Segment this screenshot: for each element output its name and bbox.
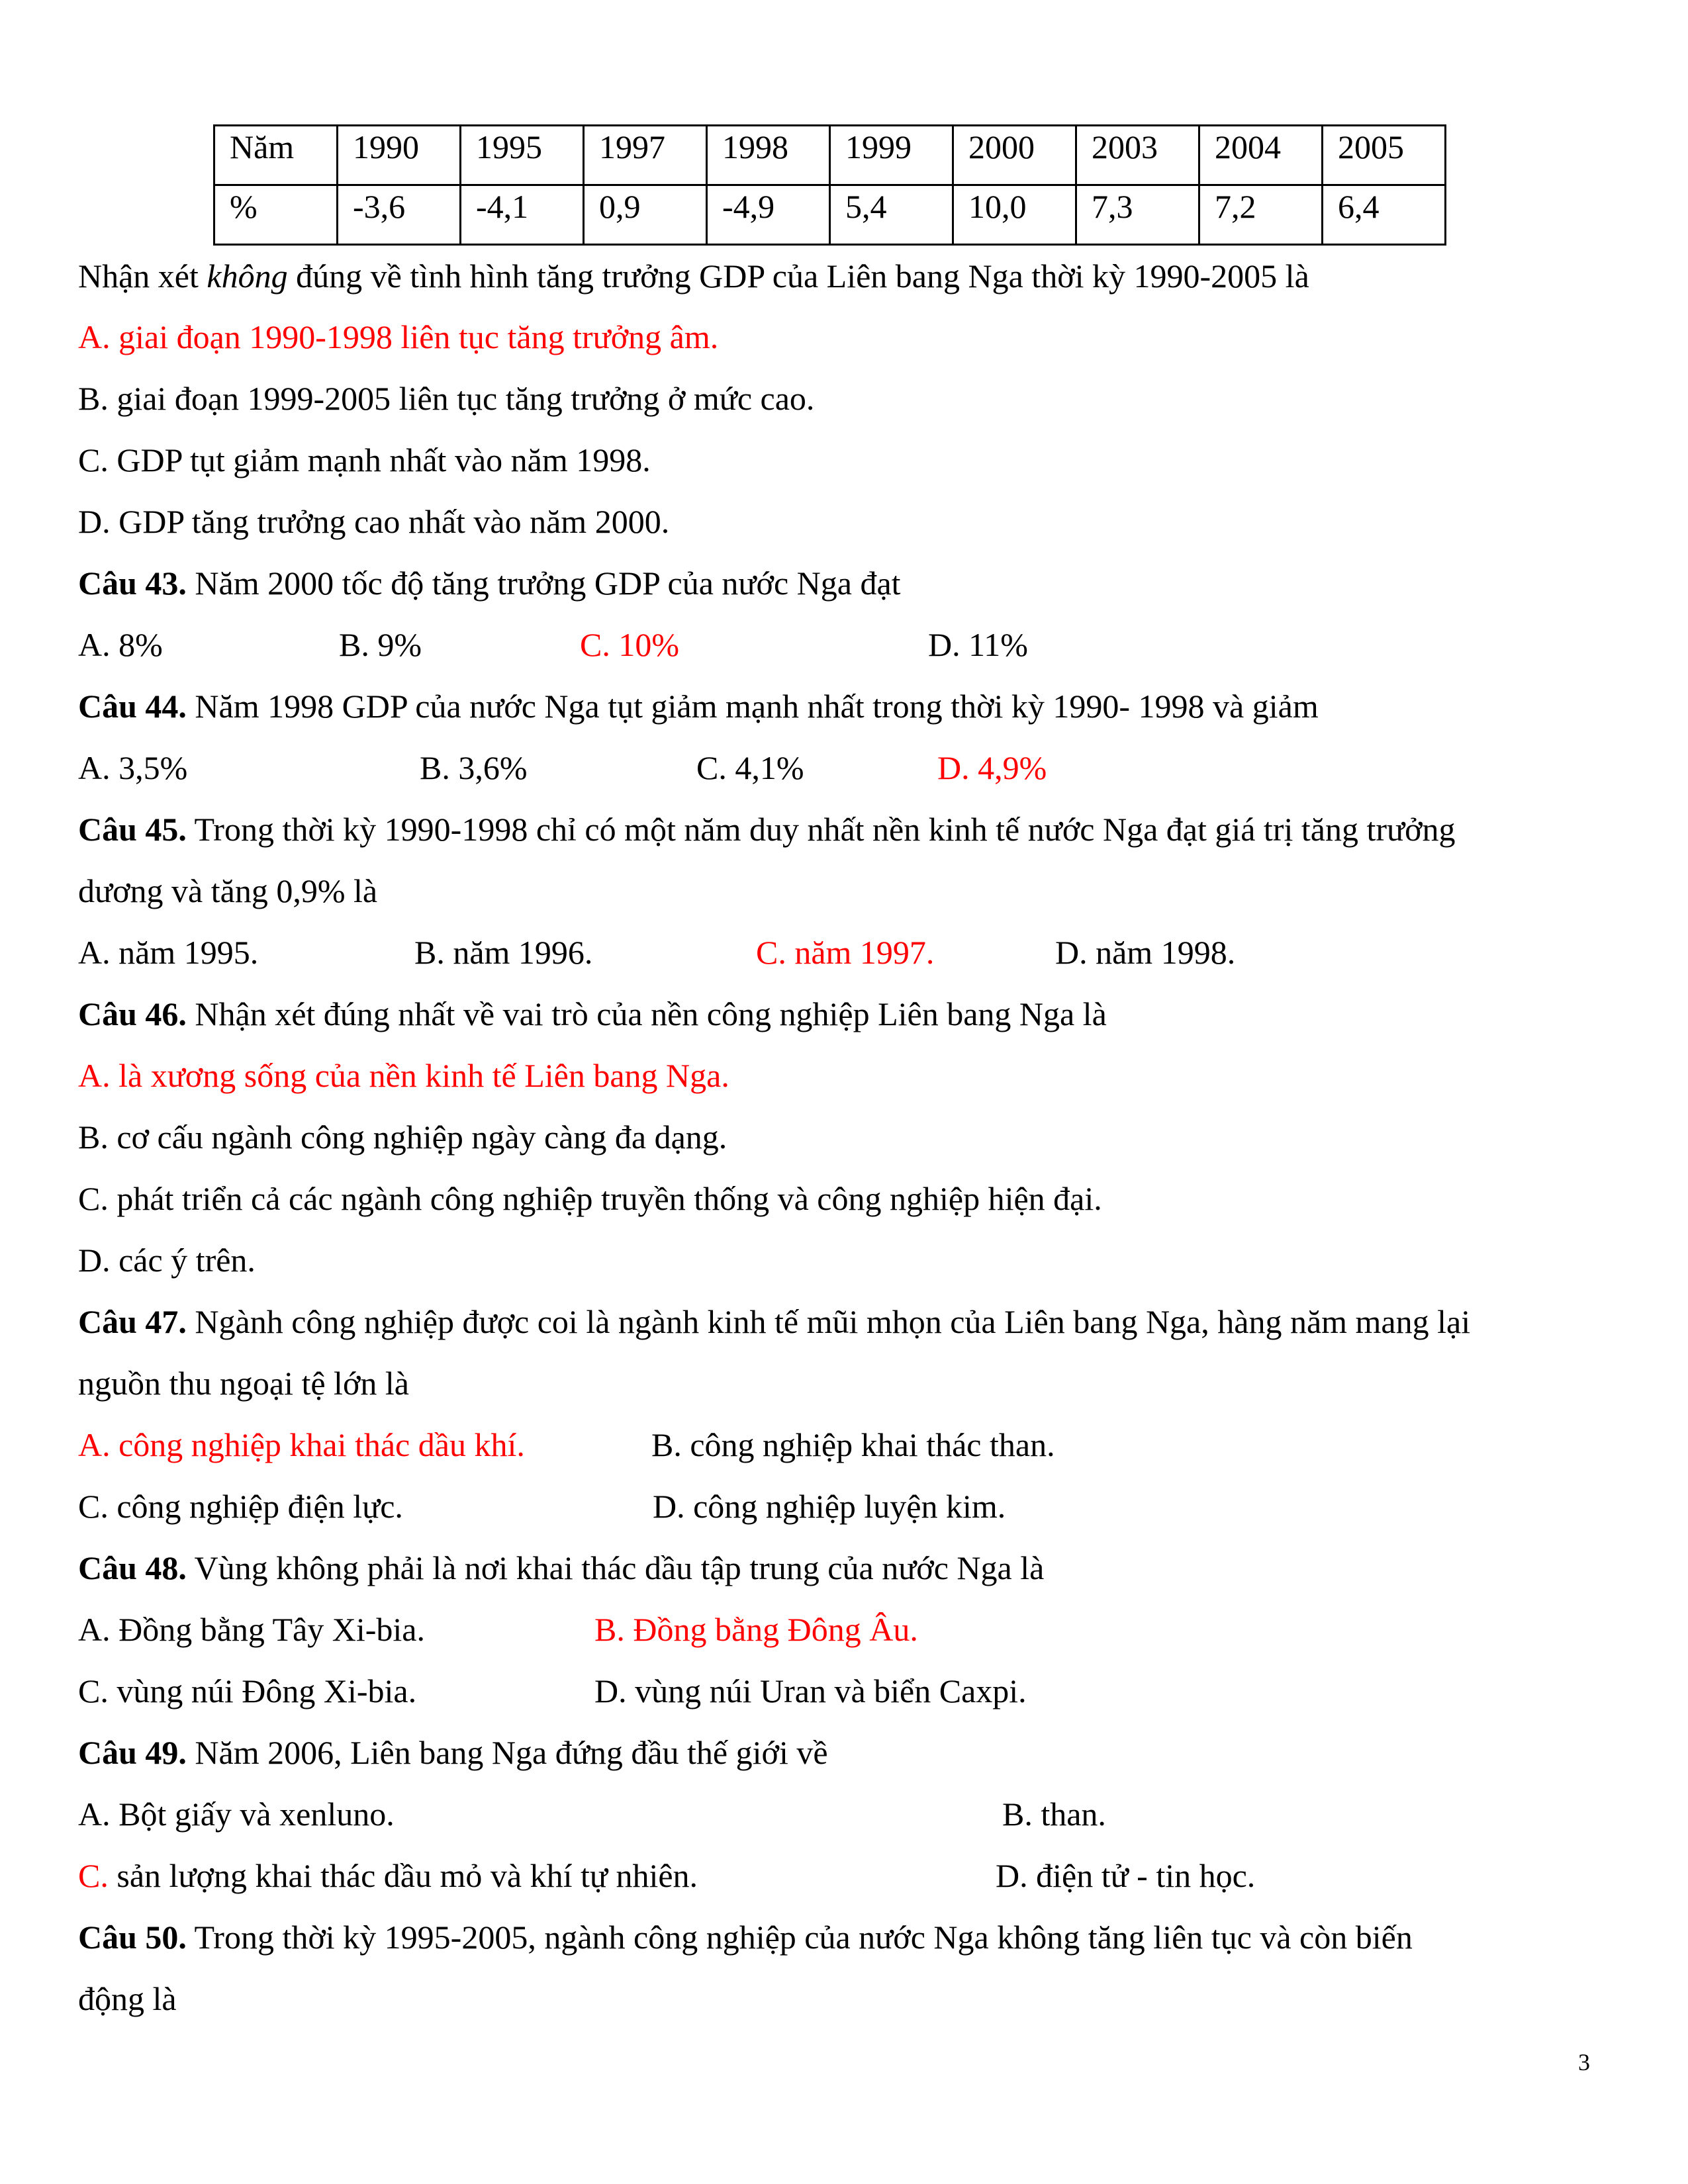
question-label: Câu 48. xyxy=(78,1549,187,1586)
stem-text: Nhận xét xyxy=(78,257,207,295)
question-44-option-c: C. 4,1% xyxy=(696,749,804,786)
question-45-option-c: C. năm 1997. xyxy=(756,934,935,971)
table-cell: -4,9 xyxy=(707,185,830,245)
question-45-stem-continued: dương và tăng 0,9% là xyxy=(78,872,378,909)
question-43-option-b: B. 9% xyxy=(339,626,422,663)
question-49-stem xyxy=(78,1733,828,1772)
stem-emphasis: không xyxy=(207,257,288,295)
question-49-option-d: D. điện tử - tin học. xyxy=(996,1857,1256,1894)
question-label: Câu 49. xyxy=(78,1734,187,1771)
question-45-stem xyxy=(78,809,1456,849)
table-cell: % xyxy=(214,185,338,245)
question-47-option-d: D. công nghiệp luyện kim. xyxy=(653,1488,1006,1525)
table-row xyxy=(214,185,1446,245)
table-cell: 2004 xyxy=(1199,126,1323,185)
question-42-option-a: A. giai đoạn 1990-1998 liên tục tăng trưởng âm. xyxy=(78,318,719,355)
gdp-growth-table xyxy=(213,124,1446,246)
question-48-option-c: C. vùng núi Đông Xi-bia. xyxy=(78,1672,417,1709)
question-45-option-d: D. năm 1998. xyxy=(1055,934,1236,971)
question-48-option-b: B. Đồng bằng Đông Âu. xyxy=(594,1611,918,1648)
table-cell: 7,2 xyxy=(1199,185,1323,245)
question-45-option-b: B. năm 1996. xyxy=(414,934,593,971)
question-42-option-d: D. GDP tăng trưởng cao nhất vào năm 2000. xyxy=(78,503,670,540)
question-label: Câu 50. xyxy=(78,1919,187,1956)
question-42-stem xyxy=(78,256,1309,296)
question-47-stem xyxy=(78,1302,1470,1342)
question-42-option-c: C. GDP tụt giảm mạnh nhất vào năm 1998. xyxy=(78,441,651,478)
question-48-option-a: A. Đồng bằng Tây Xi-bia. xyxy=(78,1611,425,1648)
stem-text: đúng về tình hình tăng trưởng GDP của Liên bang Nga thời kỳ 1990-2005 là xyxy=(287,257,1309,295)
question-46-stem xyxy=(78,994,1107,1034)
option-letter: C. xyxy=(78,1857,109,1894)
question-44-option-b: B. 3,6% xyxy=(420,749,528,786)
stem-text: Trong thời kỳ 1995-2005, ngành công nghiệp của nước Nga không tăng liên tục và còn biến xyxy=(186,1919,1413,1956)
question-50-stem-continued: động là xyxy=(78,1980,177,2017)
question-46-option-b: B. cơ cấu ngành công nghiệp ngày càng đa dạng. xyxy=(78,1118,727,1156)
question-label: Câu 46. xyxy=(78,995,187,1032)
question-47-option-b: B. công nghiệp khai thác than. xyxy=(651,1426,1055,1463)
table-cell: 1998 xyxy=(707,126,830,185)
table-cell: 2003 xyxy=(1076,126,1199,185)
question-46-option-d: D. các ý trên. xyxy=(78,1242,256,1279)
stem-text: Nhận xét đúng nhất về vai trò của nền công nghiệp Liên bang Nga là xyxy=(186,995,1107,1032)
question-43-stem xyxy=(78,563,901,603)
page-number: 3 xyxy=(1578,2049,1590,2075)
table-cell: 1995 xyxy=(461,126,584,185)
question-44-option-a: A. 3,5% xyxy=(78,749,188,786)
question-49-option-a: A. Bột giấy và xenluno. xyxy=(78,1796,395,1833)
question-44-stem xyxy=(78,686,1319,726)
question-43-option-a: A. 8% xyxy=(78,626,163,663)
question-44-option-d: D. 4,9% xyxy=(937,749,1047,786)
question-47-option-a: A. công nghiệp khai thác dầu khí. xyxy=(78,1426,525,1463)
question-49-option-c xyxy=(78,1856,698,1895)
question-49-option-b: B. than. xyxy=(1002,1796,1106,1833)
table-cell: 2000 xyxy=(953,126,1076,185)
question-46-option-a: A. là xương sống của nền kinh tế Liên bang Nga. xyxy=(78,1057,729,1094)
question-42-option-b: B. giai đoạn 1999-2005 liên tục tăng trưởng ở mức cao. xyxy=(78,380,815,417)
question-47-stem-continued: nguồn thu ngoại tệ lớn là xyxy=(78,1365,409,1402)
table-cell: 1997 xyxy=(584,126,707,185)
question-47-option-c: C. công nghiệp điện lực. xyxy=(78,1488,403,1525)
stem-text: Vùng không phải là nơi khai thác dầu tập trung của nước Nga là xyxy=(186,1549,1045,1586)
table-cell: 6,4 xyxy=(1323,185,1446,245)
table-cell: 1990 xyxy=(338,126,461,185)
option-text: sản lượng khai thác dầu mỏ và khí tự nhiên. xyxy=(108,1857,698,1894)
table-cell: 5,4 xyxy=(830,185,953,245)
question-label: Câu 43. xyxy=(78,565,187,602)
question-label: Câu 44. xyxy=(78,688,187,725)
question-50-stem xyxy=(78,1917,1413,1957)
table-cell: 0,9 xyxy=(584,185,707,245)
table-cell: 1999 xyxy=(830,126,953,185)
table-cell: Năm xyxy=(214,126,338,185)
table-cell: 7,3 xyxy=(1076,185,1199,245)
table-header-row xyxy=(214,126,1446,185)
question-label: Câu 47. xyxy=(78,1303,187,1340)
question-45-option-a: A. năm 1995. xyxy=(78,934,259,971)
table-cell: -3,6 xyxy=(338,185,461,245)
question-43-option-d: D. 11% xyxy=(928,626,1028,663)
table-cell: 2005 xyxy=(1323,126,1446,185)
question-43-option-c: C. 10% xyxy=(580,626,679,663)
question-46-option-c: C. phát triển cả các ngành công nghiệp truyền thống và công nghiệp hiện đại. xyxy=(78,1180,1102,1217)
stem-text: Năm 1998 GDP của nước Nga tụt giảm mạnh nhất trong thời kỳ 1990- 1998 và giảm xyxy=(186,688,1319,725)
stem-text: Trong thời kỳ 1990-1998 chỉ có một năm duy nhất nền kinh tế nước Nga đạt giá trị tăng trưởng xyxy=(186,811,1456,848)
stem-text: Ngành công nghiệp được coi là ngành kinh tế mũi mhọn của Liên bang Nga, hàng năm mang lại xyxy=(186,1303,1471,1340)
question-label: Câu 45. xyxy=(78,811,187,848)
stem-text: Năm 2006, Liên bang Nga đứng đầu thế giới về xyxy=(186,1734,828,1771)
stem-text: Năm 2000 tốc độ tăng trưởng GDP của nước Nga đạt xyxy=(186,565,901,602)
question-48-stem xyxy=(78,1548,1044,1588)
question-48-option-d: D. vùng núi Uran và biển Caxpi. xyxy=(594,1672,1027,1709)
table-cell: -4,1 xyxy=(461,185,584,245)
table-cell: 10,0 xyxy=(953,185,1076,245)
